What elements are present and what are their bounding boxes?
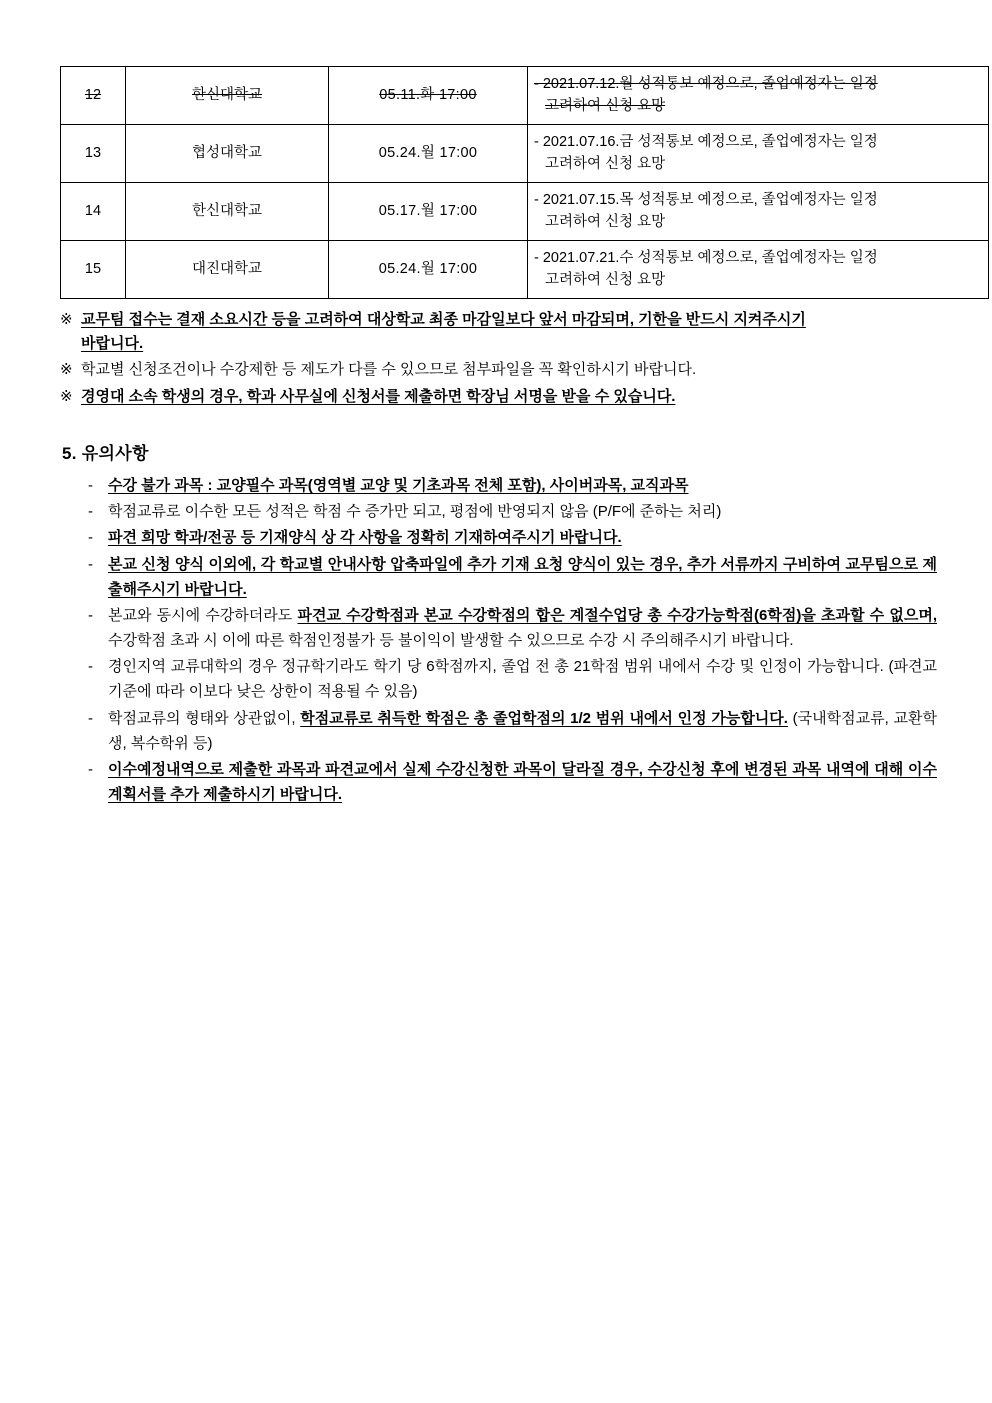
star-note-item (60, 385, 937, 409)
star-notes (60, 308, 937, 409)
bullet-dash: - (88, 529, 93, 547)
bullet-segment: 경인지역 교류대학의 경우 정규학기라도 학기 당 6학점까지, 졸업 전 총 21학점 범위 내에서 수강 및 인정이 가능합니다. (파견교 기준에 따라 이보다 낮은 상한이 적용될 수 있음) (108, 658, 937, 701)
row-note (528, 182, 989, 240)
star-mark-icon: ※ (60, 387, 73, 405)
row-note (528, 67, 989, 125)
row-note (528, 240, 989, 298)
bullet-dash: - (88, 555, 93, 573)
bullet-dash: - (88, 503, 93, 521)
star-note-line-1: 교무팀 접수는 결재 소요시간 등을 고려하여 대상학교 최종 마감일보다 앞서 마감되며, 기한을 반드시 지켜주시기 (81, 310, 806, 328)
list-item (88, 499, 937, 524)
exchange-schedule-table (60, 66, 989, 299)
row-note-line-1: - 2021.07.12.월 성적통보 예정으로, 졸업예정자는 일정 (534, 76, 878, 92)
list-item (88, 552, 937, 602)
table-row (61, 67, 989, 125)
list-item-text (108, 603, 937, 653)
row-deadline: 05.24.월 17:00 (329, 240, 528, 298)
section-title: 5. 유의사항 (62, 443, 149, 463)
row-deadline: 05.17.월 17:00 (329, 182, 528, 240)
bullet-segment: 학점교류로 이수한 모든 성적은 학점 수 증가만 되고, 평점에 반영되지 않음 (P/F에 준하는 처리) (108, 503, 722, 521)
bullet-segment-emphasis: 파견교 수강학점과 본교 수강학점의 합은 계절수업당 총 수강가능학점(6학점)을 초과할 수 없으며, (297, 606, 937, 624)
star-note-line-1: 경영대 소속 학생의 경우, 학과 사무실에 신청서를 제출하면 학장님 서명을 받을 수 있습니다. (81, 387, 676, 405)
row-note-line-2: 고려하여 신청 요망 (545, 156, 666, 173)
table-row (61, 182, 989, 240)
star-note-text (81, 385, 937, 409)
row-deadline: 05.11.화 17:00 (329, 67, 528, 125)
bullet-dash: - (88, 761, 93, 778)
bullet-segment: 수강 불가 과목 : 교양필수 과목(영역별 교양 및 기초과목 전체 포함), 사이버과목, 교직과목 (108, 476, 689, 494)
bullet-segment: 본교와 동시에 수강하더라도 (108, 606, 298, 624)
row-number: 12 (61, 67, 126, 125)
row-note (528, 124, 989, 182)
bullet-segment: 파견 희망 학과/전공 등 기재양식 상 각 사항을 정확히 기재하여주시기 바랍니다. (108, 529, 622, 547)
row-deadline: 05.24.월 17:00 (329, 124, 528, 182)
bullet-dash: - (88, 709, 93, 727)
row-number: 15 (61, 240, 126, 298)
row-university: 대진대학교 (126, 240, 329, 298)
bullet-segment: 본교 신청 양식 이외에, 각 학교별 안내사항 압축파일에 추가 기재 요청 양식이 있는 경우, 추가 서류까지 구비하여 교무팀으로 제출해주시기 바랍니다. (108, 555, 937, 598)
bullet-segment: 이수예정내역으로 제출한 과목과 파견교에서 실제 수강신청한 과목이 달라질 경우, 수강신청 후에 변경된 과목 내역에 대해 이수계획서를 추가 제출하시기 바랍니다. (108, 761, 937, 804)
list-item-text (108, 706, 937, 756)
list-item-text (108, 499, 937, 524)
row-note-line-1: - 2021.07.21.수 성적통보 예정으로, 졸업예정자는 일정 (534, 249, 878, 266)
star-note-line-1: 학교별 신청조건이나 수강제한 등 제도가 다를 수 있으므로 첨부파일을 꼭 확인하시기 바랍니다. (81, 361, 697, 379)
bullet-segment: 수강학점 초과 시 이에 따른 학점인정불가 등 불이익이 발생할 수 있으므로 수강 시 주의해주시기 바랍니다. (108, 632, 794, 650)
list-item (88, 706, 937, 756)
row-university: 한신대학교 (126, 67, 329, 125)
list-item (88, 525, 937, 550)
row-note-line-1: - 2021.07.16.금 성적통보 예정으로, 졸업예정자는 일정 (534, 133, 878, 150)
list-item-text (108, 473, 937, 498)
star-note-text (81, 308, 937, 357)
table-body (61, 67, 989, 299)
section-notices (60, 439, 937, 807)
list-item (88, 654, 937, 704)
bullet-dash: - (88, 606, 93, 624)
table-row (61, 240, 989, 298)
notice-list (88, 473, 937, 807)
bullet-dash: - (88, 476, 93, 494)
star-note-line-2: 바랍니다. (81, 335, 144, 353)
star-note-item (60, 358, 937, 382)
star-mark-icon: ※ (60, 361, 73, 379)
row-note-line-2: 고려하여 신청 요망 (545, 272, 666, 289)
row-note-line-1: - 2021.07.15.목 성적통보 예정으로, 졸업예정자는 일정 (534, 191, 878, 208)
bullet-segment: (국내학점교류, 교환학생, 복수학위 등) (108, 709, 937, 752)
list-item (88, 757, 937, 807)
list-item (88, 603, 937, 653)
row-university: 한신대학교 (126, 182, 329, 240)
row-university: 협성대학교 (126, 124, 329, 182)
table-row (61, 124, 989, 182)
bullet-segment-emphasis: 학점교류로 취득한 학점은 총 졸업학점의 1/2 범위 내에서 인정 가능합니다. (300, 709, 788, 727)
bullet-dash: - (88, 658, 93, 676)
list-item (88, 473, 937, 498)
list-item-text (108, 525, 937, 550)
star-note-text (81, 358, 937, 382)
star-note-item (60, 308, 937, 357)
row-note-line-2: 고려하여 신청 요망 (545, 98, 666, 115)
list-item-text (108, 757, 937, 807)
row-note-line-2: 고려하여 신청 요망 (545, 214, 666, 231)
row-number: 14 (61, 182, 126, 240)
row-number: 13 (61, 124, 126, 182)
star-mark-icon: ※ (60, 310, 73, 328)
bullet-segment: 학점교류의 형태와 상관없이, (108, 709, 301, 727)
list-item-text (108, 552, 937, 602)
list-item-text (108, 654, 937, 704)
